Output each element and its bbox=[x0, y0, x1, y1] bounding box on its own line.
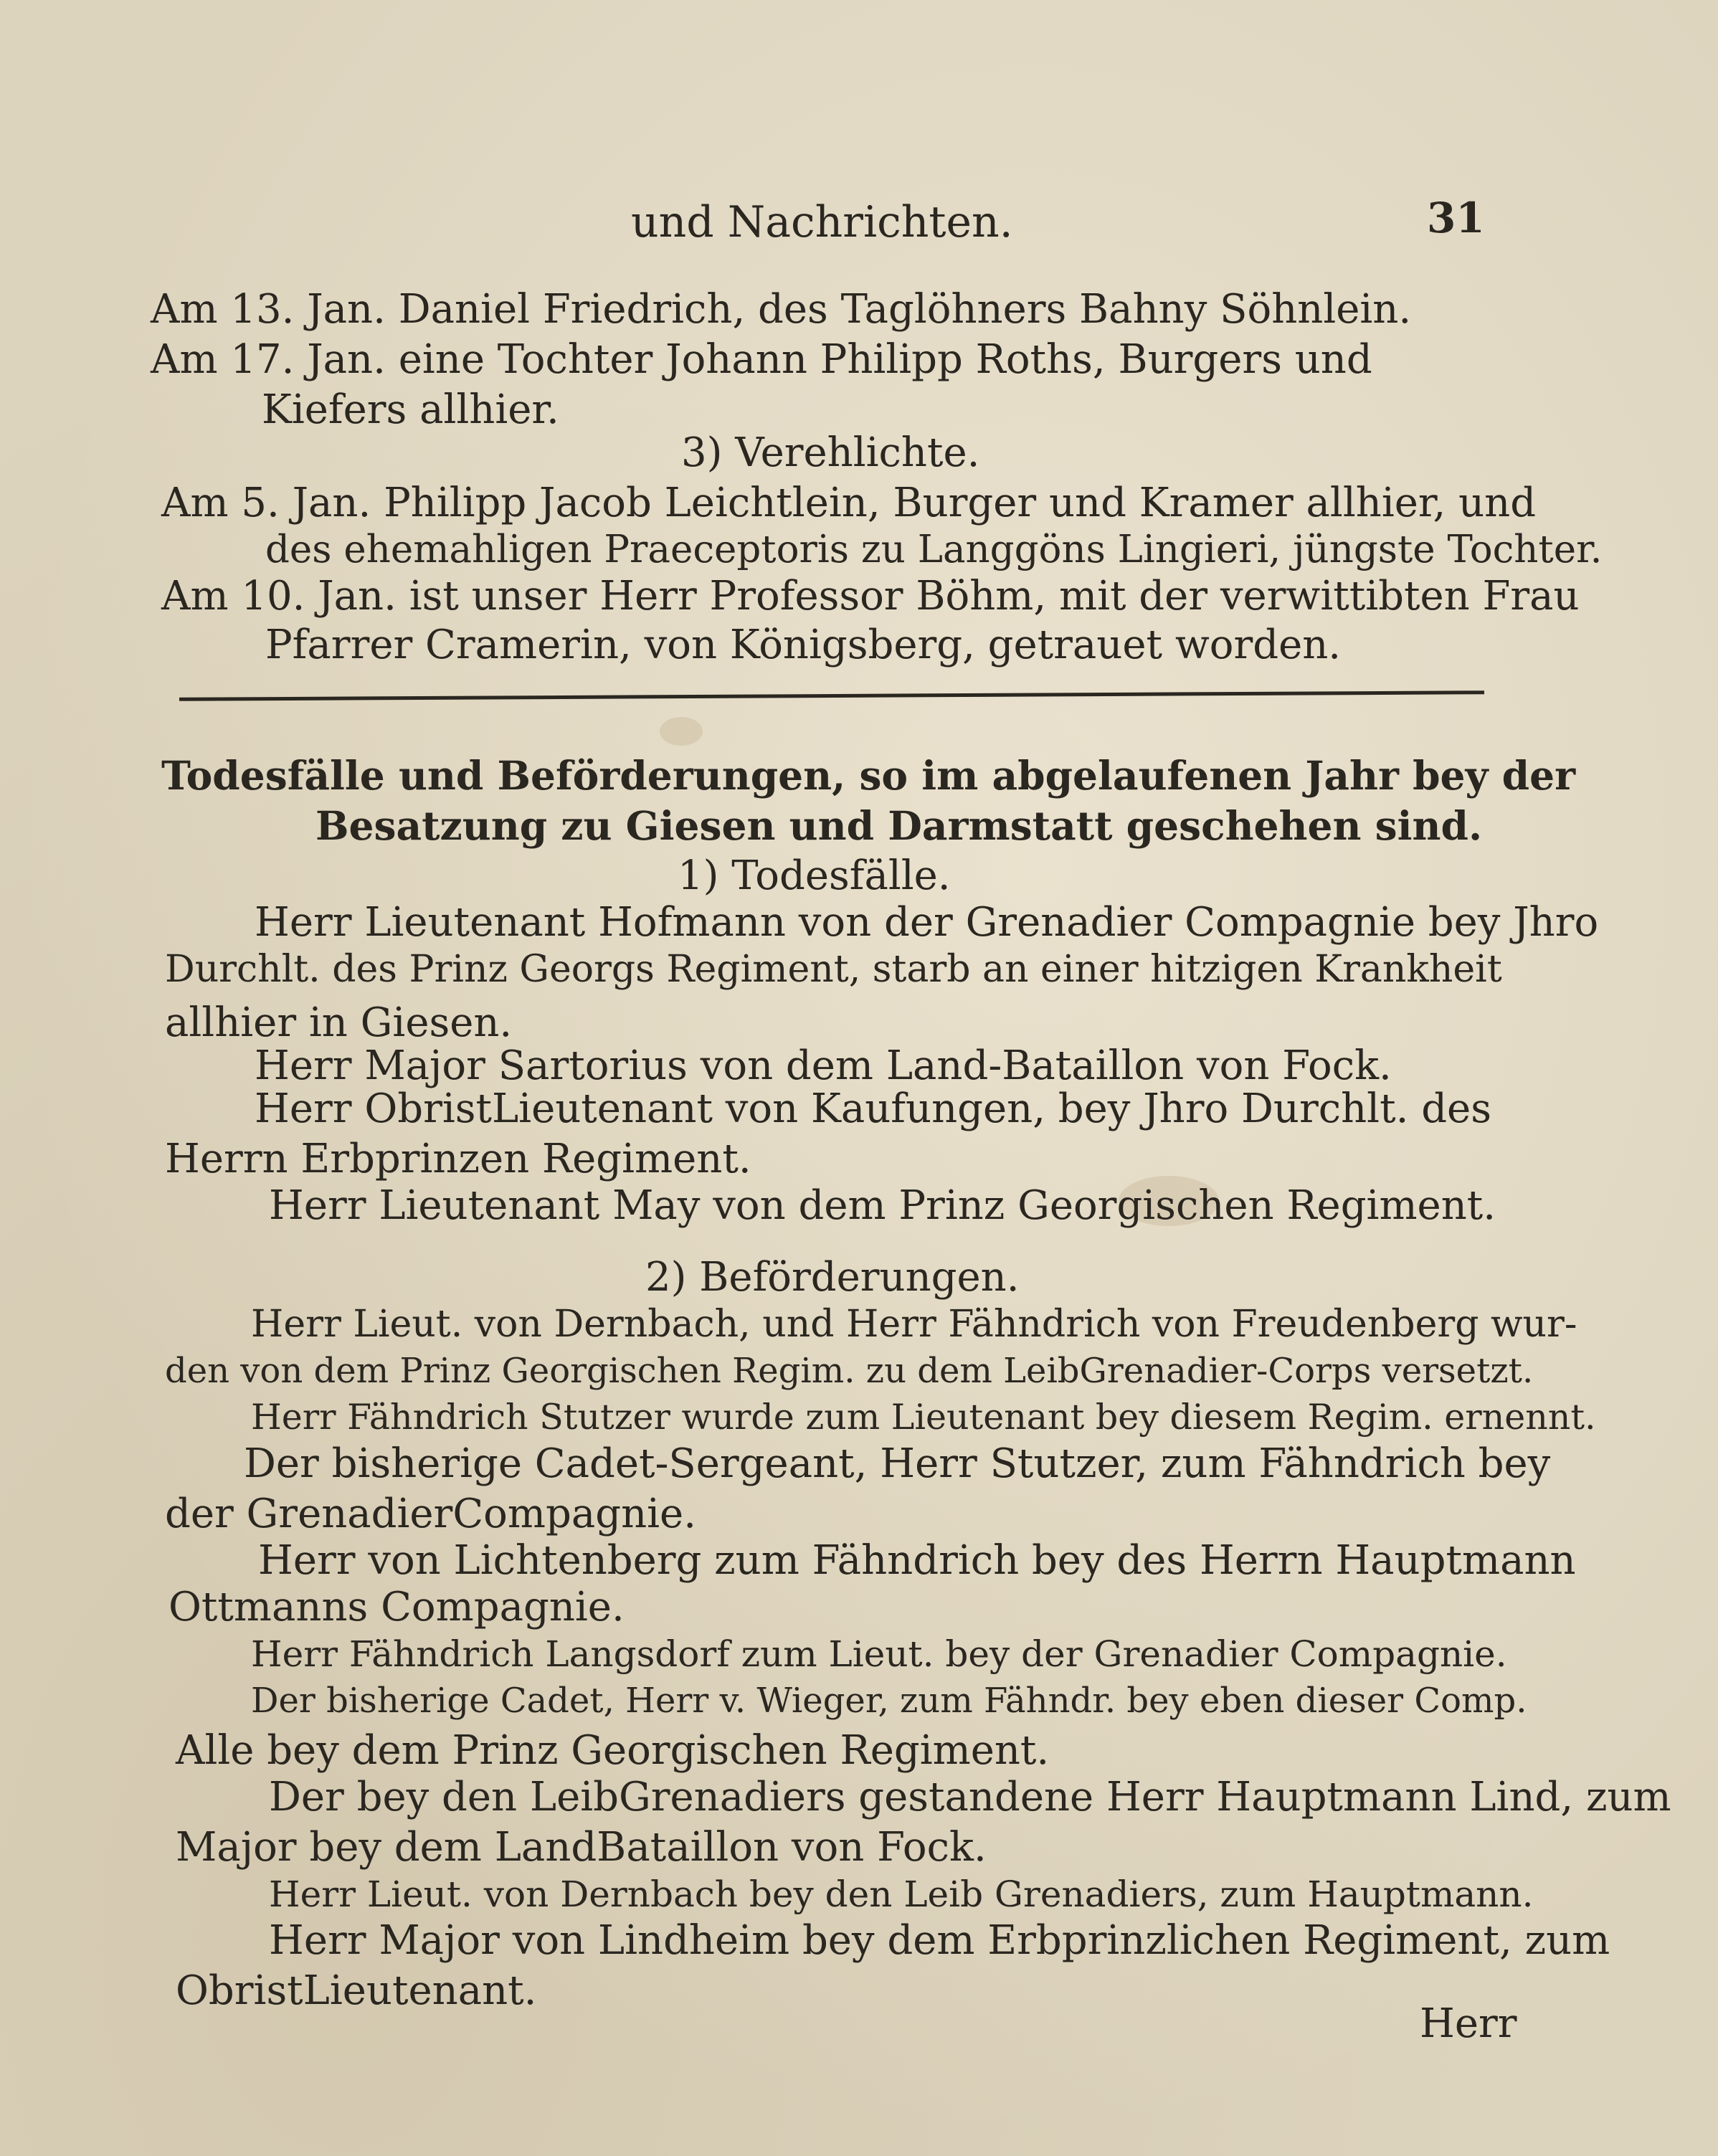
text-line: Alle bey dem Prinz Georgischen Regiment. bbox=[176, 1727, 1050, 1774]
text-line: Major bey dem LandBataillon von Fock. bbox=[176, 1824, 987, 1871]
text-line: Herr Lieutenant Hofmann von der Grenadier Compagnie bey Jhro bbox=[255, 899, 1599, 946]
running-head: und Nachrichten. bbox=[631, 197, 1013, 247]
text-line: den von dem Prinz Georgischen Regim. zu dem LeibGrenadier-Corps versetzt. bbox=[165, 1351, 1534, 1391]
text-line: allhier in Giesen. bbox=[165, 999, 513, 1046]
text-line: der GrenadierCompagnie. bbox=[165, 1491, 696, 1537]
text-line: ObristLieutenant. bbox=[176, 1967, 537, 2014]
text-line: Herrn Erbprinzen Regiment. bbox=[165, 1136, 751, 1182]
text-line: Kiefers allhier. bbox=[262, 386, 559, 433]
text-line: Am 17. Jan. eine Tochter Johann Philipp Roths, Burgers und bbox=[151, 336, 1372, 383]
section-title: Besatzung zu Giesen und Darmstatt geschehen sind. bbox=[315, 802, 1483, 849]
text-line: Pfarrer Cramerin, von Königsberg, getrauet worden. bbox=[265, 622, 1342, 668]
text-line: Herr Lieut. von Dernbach, und Herr Fähndrich von Freudenberg wur- bbox=[251, 1303, 1577, 1346]
text-line: Am 13. Jan. Daniel Friedrich, des Taglöhners Bahny Söhnlein. bbox=[151, 286, 1412, 333]
text-line: Herr Fähndrich Langsdorf zum Lieut. bey der Grenadier Compagnie. bbox=[251, 1633, 1507, 1675]
text-line: Herr Lieut. von Dernbach bey den Leib Grenadiers, zum Hauptmann. bbox=[269, 1874, 1534, 1915]
text-line: Herr ObristLieutenant von Kaufungen, bey Jhro Durchlt. des bbox=[255, 1086, 1491, 1132]
text-line: Am 5. Jan. Philipp Jacob Leichtlein, Burger und Kramer allhier, und bbox=[161, 480, 1537, 526]
text-line: Herr Fähndrich Stutzer wurde zum Lieutenant bey diesem Regim. ernennt. bbox=[251, 1397, 1596, 1438]
section-heading: 3) Verehlichte. bbox=[681, 429, 980, 476]
text-line: Durchlt. des Prinz Georgs Regiment, starb an einer hitzigen Krankheit bbox=[165, 948, 1502, 991]
catchword: Herr bbox=[1420, 2000, 1517, 2047]
text-line: Herr von Lichtenberg zum Fähndrich bey des Herrn Hauptmann bbox=[258, 1537, 1576, 1584]
page-number: 31 bbox=[1427, 194, 1485, 242]
section-heading: 2) Beförderungen. bbox=[645, 1254, 1020, 1301]
section-title: Todesfälle und Beförderungen, so im abgelaufenen Jahr bey der bbox=[161, 752, 1576, 799]
section-divider bbox=[179, 690, 1484, 701]
text-line: des ehemahligen Praeceptoris zu Langgöns Lingieri, jüngste Tochter. bbox=[265, 528, 1603, 571]
text-line: Am 10. Jan. ist unser Herr Professor Böhm, mit der verwittibten Frau bbox=[161, 573, 1580, 619]
text-line: Ottmanns Compagnie. bbox=[169, 1584, 625, 1630]
text-line: Der bey den LeibGrenadiers gestandene Herr Hauptmann Lind, zum bbox=[269, 1774, 1671, 1820]
text-line: Der bisherige Cadet-Sergeant, Herr Stutzer, zum Fähndrich bey bbox=[244, 1440, 1551, 1487]
text-line: Herr Lieutenant May von dem Prinz Georgischen Regiment. bbox=[269, 1182, 1496, 1229]
text-line: Der bisherige Cadet, Herr v. Wieger, zum Fähndr. bey eben dieser Comp. bbox=[251, 1681, 1527, 1721]
section-heading: 1) Todesfälle. bbox=[678, 853, 951, 899]
paper-stain bbox=[660, 717, 703, 746]
text-line: Herr Major Sartorius von dem Land-Bataillon von Fock. bbox=[255, 1043, 1392, 1089]
text-line: Herr Major von Lindheim bey dem Erbprinzlichen Regiment, zum bbox=[269, 1917, 1610, 1964]
